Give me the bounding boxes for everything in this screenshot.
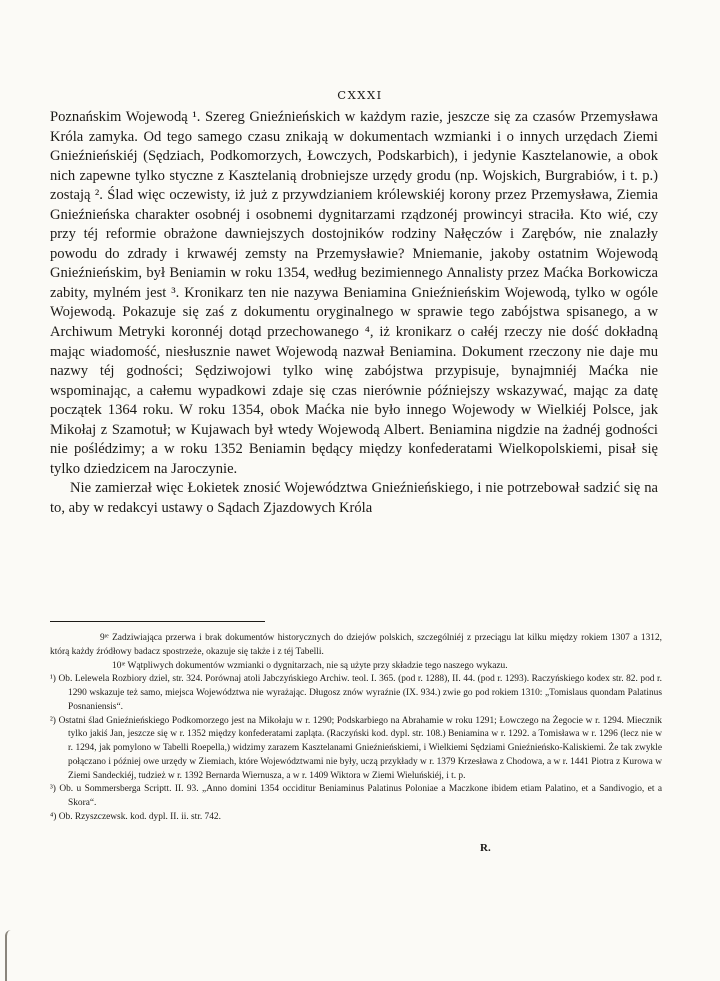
footnote-1 (50, 673, 662, 714)
footnote-text: Ob. Rzyszczewsk. kod. dypl. II. ii. str. 742. (58, 811, 221, 822)
footnote-4 (50, 811, 662, 825)
footnote-2 (50, 715, 662, 784)
main-text (50, 108, 658, 518)
footnote-mark: ³) (50, 784, 56, 795)
footnote-intro: 10ᶦᵉ Wątpliwych dokumentów wzmianki o dygnitarzach, nie są użyte przy składzie tego naszego wykazu. (112, 660, 508, 671)
footnote-mark: ²) (50, 715, 56, 726)
footnote-3 (50, 783, 662, 811)
footnote-divider (50, 621, 265, 622)
page-edge-mark (5, 930, 13, 981)
footnote-text: Ob. Lelewela Rozbiory dziel, str. 324. Porównaj atoli Jabczyńskiego Archiw. teol. I. 365. (pod r. 1288), II. 44. (pod r. 1293). Raczyńskiego kodex str. 82. pod r. 1290 wskazuje też samo, miejsca Województwa nie wyrażając. Długosz znów wyraźnie (IX. 934.) zwie go pod rokiem 1310: „Tomislaus quondam Palatinus Posnaniensis“. (58, 674, 662, 712)
page-number: CXXXI (337, 88, 383, 102)
footnote-mark: ¹) (50, 674, 56, 685)
paragraph: Poznańskim Wojewodą ¹. Szereg Gnieźnieńskich w każdym razie, jeszcze się za czasów Przemysława Króla zamyka. Od tego samego czasu znikają w dokumentach wzmianki i o innych urzędach Ziemi Gnieźnieńskiéj (Sędziach, Podkomorzych, Łowczych, Podskarbich), i jedynie Kasztelanowie, a obok nich zapewne tylko styczne z Kasztelanią drobniejsze urzędy grodu (np. Wojskich, Burgrabiów, i t. p.) zostają ². Ślad więc oczewisty, iż już z przywdzianiem królewskiéj korony przez Przemysława, Ziemia Gnieźnieńska charakter osobnéj i osobnemi dygnitarzami rządzonéj prowincyi straciła. Kto wié, czy przy téj reformie obrażone dawniejszych dostojników rodziny Nałęczów i Zarębów, nie znalazły powodu do zdrady i krwawéj zemsty na Przemysławie? Mniemanie, jakoby ostatnim Wojewodą Gnieźnieńskim, był Beniamin w roku 1354, według bezimiennego Annalisty przez Maćka Borkowicza zabity, mylném jest ³. Kronikarz ten nie nazywa Beniamina Gnieźnieńskim Wojewodą, tylko w ogóle Wojewodą. Pokazuje się zaś z dokumentu oryginalnego w sprawie tego zabójstwa spisanego, a w Archiwum Metryki koronnéj dotąd przechowanego ⁴, iż kronikarz o całéj rzeczy nie dość dokładną mając wiadomość, niesłusznie nawet Wojewodą nazwał Beniamina. Dokument rzeczony nie daje mu nazwy téj godności; Sędziwojowi tylko winę zabójstwa przypisuje, bynajmniéj Maćka nie wspominając, a całemu wypadkowi zdaje się czas nierównie późniejszy wskazywać, mając za datę początek 1364 roku. W roku 1354, obok Maćka nie było innego Wojewody w Wielkiéj Polsce, jak Mikołaj z Szamotuł; w Kujawach był wtedy Wojewodą Albert. Beniamina nigdzie na żadnéj godności nie poślédzimy; a w roku 1352 Beniamin będący między konfederatami Wielkopolskiemi, pisał się tylko dziedzicem na Jaroczynie. (50, 109, 658, 477)
footnote-text: Ostatni ślad Gnieźnieńskiego Podkomorzego jest na Mikołaju w r. 1290; Podskarbiego na Abrahamie w roku 1291; Łowczego na Żegocie w r. 1294. Miecznik tylko jakiś Jan, jeszcze się w r. 1352 między konfederatami zapląta. (Raczyński kod. dypl. str. 108.) Beniamina w r. 1292. a Tomisława w r. 1296 (lecz nie w r. 1294, jak pomylono w Tabelli Roepella,) widzimy zarazem Kasztelanami Gnieźnieńskiemi, i Wielkiemi Sędziami Gnieźnieńsko-Kaliskiemi. Że tak zwykle połączano i później owe urzędy w Ziemiach, które Województwami nie były, uczą przykłady w r. 1379 Krzesława z Chodowa, a w r. 1441 Piotra z Kurowa w Ziemi Sandeckiéj, tudzież w r. 1392 Bernarda Wiernusza, a w r. 1409 Wiktora w Ziemi Wieluńskiéj, i t. p. (58, 715, 662, 781)
paragraph: Nie zamierzał więc Łokietek znosić Województwa Gnieźnieńskiego, i nie potrzebował sadzić się na to, aby w redakcyi ustawy o Sądach Zjazdowych Króla (50, 480, 658, 516)
footnote-intro: 9ᶦᵉ Zadziwiająca przerwa i brak dokumentów historycznych do dziejów polskich, szczególniéj z przeciągu lat kilku między rokiem 1307 a 1312, którą każdy źródłowy badacz spostrzeże, okazuje się także i z téj Tabelli. (50, 633, 662, 657)
footnote-text: Ob. u Sommersberga Scriptt. II. 93. „Anno domini 1354 occiditur Beniaminus Palatinus Poloniae a Maczkone ibidem etiam Palatino, et a Sandivogio, et a Skora“. (59, 784, 663, 808)
signature-mark: R. (480, 842, 491, 854)
footnote-mark: ⁴) (50, 811, 57, 822)
footnotes (50, 632, 662, 825)
